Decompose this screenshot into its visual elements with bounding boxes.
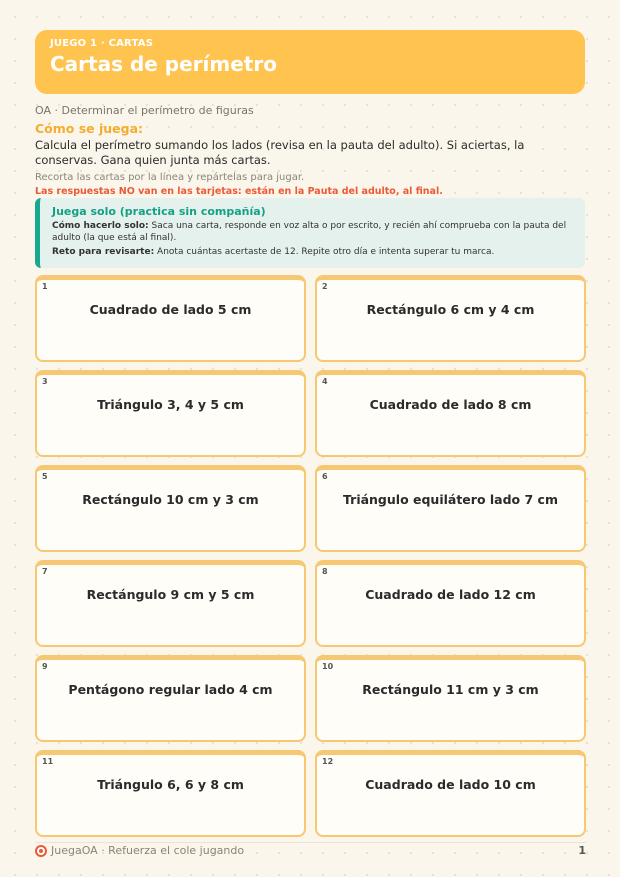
card: [35, 275, 306, 362]
card: [35, 465, 306, 552]
card: [35, 370, 306, 457]
card: [315, 560, 586, 647]
card-number: 4: [322, 377, 328, 386]
solo-play-box: [35, 198, 585, 268]
solo-how-label: Cómo hacerlo solo:: [52, 221, 149, 231]
solo-how-text: Saca una carta, responde en voz alta o por escrito, y recién ahí comprueba con la pauta del adulto (la que está al final).: [52, 221, 567, 243]
how-to-play-text: Calcula el perímetro sumando los lados (revisa en la pauta del adulto). Si aciertas, la conservas. Gana quien junta más cartas.: [35, 138, 525, 167]
instructions: [35, 104, 587, 197]
page-header: [35, 30, 585, 94]
card-grid: [35, 275, 586, 837]
card-text: Cuadrado de lado 10 cm: [365, 777, 536, 792]
card-text: Cuadrado de lado 8 cm: [369, 397, 532, 412]
page-title: Cartas de perímetro: [50, 52, 277, 76]
solo-challenge: [52, 247, 573, 259]
card-text: Triángulo 3, 4 y 5 cm: [97, 397, 244, 412]
card: [35, 655, 306, 742]
cut-note: Recorta las cartas por la línea y repártelas para jugar.: [35, 171, 305, 183]
card-text: Rectángulo 9 cm y 5 cm: [86, 587, 255, 602]
card-text: Cuadrado de lado 5 cm: [89, 302, 252, 317]
target-icon: [35, 845, 47, 857]
solo-title: Juega solo (practica sin compañía): [52, 205, 266, 218]
card-number: 12: [322, 757, 334, 766]
card-number: 2: [322, 282, 328, 291]
footer-brand-text: JuegaOA · Refuerza el cole jugando: [51, 844, 245, 857]
card-text: Rectángulo 6 cm y 4 cm: [366, 302, 535, 317]
how-to-play-title: Cómo se juega:: [35, 121, 144, 136]
card-number: 5: [42, 472, 48, 481]
answers-warning: Las respuestas NO van en las tarjetas: están en la Pauta del adulto, al final.: [35, 185, 443, 197]
card: [315, 465, 586, 552]
card-text: Cuadrado de lado 12 cm: [365, 587, 536, 602]
card-number: 6: [322, 472, 328, 481]
card-number: 1: [42, 282, 48, 291]
card-text: Triángulo equilátero lado 7 cm: [343, 492, 558, 507]
footer-brand: [35, 844, 244, 857]
page-footer: [35, 842, 586, 857]
solo-how: [52, 221, 573, 244]
card: [315, 750, 586, 837]
card: [315, 655, 586, 742]
card-number: 3: [42, 377, 48, 386]
page-number: 1: [578, 844, 586, 857]
card-number: 8: [322, 567, 328, 576]
solo-challenge-text: Anota cuántas acertaste de 12. Repite otro día e intenta superar tu marca.: [154, 247, 495, 258]
card-text: Rectángulo 10 cm y 3 cm: [82, 492, 259, 507]
card: [315, 275, 586, 362]
card-number: 10: [322, 662, 334, 671]
card-number: 9: [42, 662, 48, 671]
card-number: 7: [42, 567, 48, 576]
card-text: Pentágono regular lado 4 cm: [68, 682, 273, 697]
card-text: Triángulo 6, 6 y 8 cm: [97, 777, 244, 792]
card-number: 11: [42, 757, 54, 766]
learning-objective: OA · Determinar el perímetro de figuras: [35, 104, 254, 117]
game-kicker: JUEGO 1 · CARTAS: [50, 38, 154, 49]
card: [35, 750, 306, 837]
card: [35, 560, 306, 647]
card-text: Rectángulo 11 cm y 3 cm: [362, 682, 539, 697]
card: [315, 370, 586, 457]
solo-challenge-label: Reto para revisarte:: [52, 247, 155, 258]
